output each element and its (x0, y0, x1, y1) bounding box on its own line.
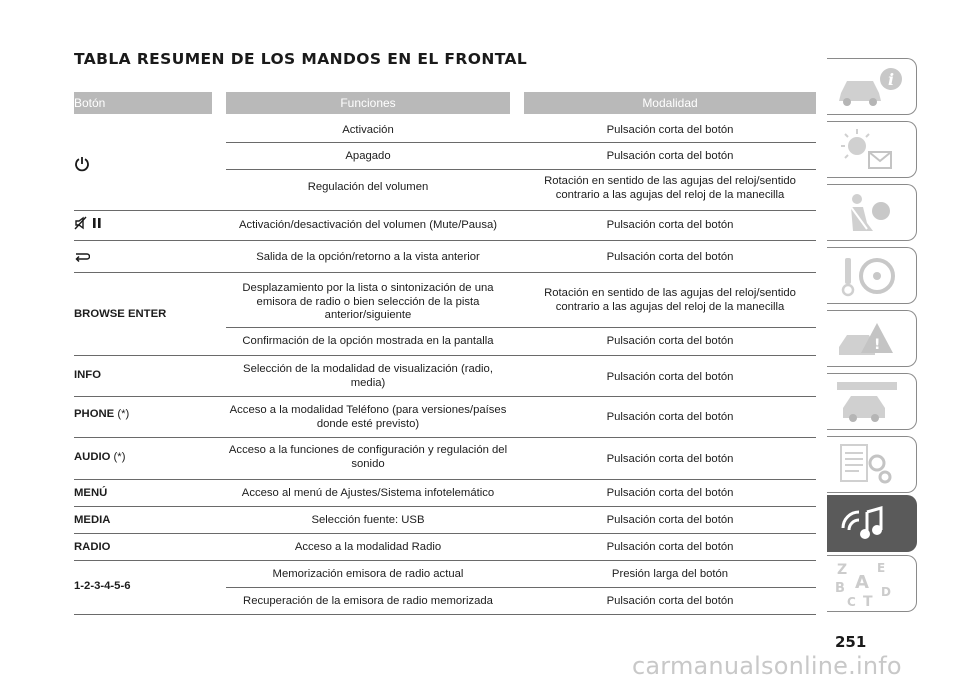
svg-text:B: B (835, 581, 845, 596)
power-on-mode: Pulsación corta del botón (606, 124, 734, 136)
tab-seat-belt-airbag[interactable] (827, 184, 917, 241)
browse-enter-label: BROWSE ENTER (74, 308, 167, 320)
mute-pause-icon (74, 216, 106, 235)
preset-recall-function: Recuperación de la emisora de radio memorizada (243, 595, 493, 607)
row-divider (74, 560, 816, 561)
row-divider (74, 533, 816, 534)
row-divider (74, 479, 816, 480)
svg-text:D: D (881, 585, 891, 599)
steering-key-icon (833, 252, 907, 300)
radio-function: Acceso a la modalidad Radio (294, 541, 442, 553)
preset-recall-mode: Pulsación corta del botón (606, 595, 734, 607)
audio-mode: Pulsación corta del botón (606, 453, 734, 465)
info-label: INFO (74, 369, 101, 381)
row-divider (74, 272, 816, 273)
radio-mode: Pulsación corta del botón (606, 541, 734, 553)
page-number: 251 (835, 633, 867, 651)
svg-text:C: C (847, 595, 856, 608)
row-divider (74, 396, 816, 397)
header-functions: Funciones (226, 92, 510, 114)
row-divider (74, 614, 816, 615)
power-icon (74, 156, 90, 177)
svg-text:i: i (888, 70, 895, 89)
row-divider (74, 506, 816, 507)
confirm-mode: Pulsación corta del botón (606, 335, 734, 347)
technical-data-icon (833, 441, 907, 489)
radio-label: RADIO (74, 541, 111, 553)
svg-text:T: T (863, 594, 873, 608)
tab-technical-data[interactable] (827, 436, 917, 493)
media-mode: Pulsación corta del botón (606, 514, 734, 526)
tab-steering-key[interactable] (827, 247, 917, 304)
power-on-function: Activación (342, 124, 394, 136)
tab-car-service[interactable] (827, 373, 917, 430)
volume-function: Regulación del volumen (307, 181, 429, 193)
phone-label: PHONE (*) (74, 408, 130, 420)
multimedia-icon (833, 500, 907, 548)
media-function: Selección fuente: USB (311, 514, 425, 526)
seat-belt-airbag-icon (833, 189, 907, 237)
row-divider (74, 240, 816, 241)
browse-mode: Rotación en sentido de las agujas del reloj/sentido contrario a las agujas del reloj de la manecilla (544, 287, 796, 313)
svg-text:A: A (855, 572, 869, 593)
watermark: carmanualsonline.info (632, 652, 902, 680)
menu-mode: Pulsación corta del botón (606, 487, 734, 499)
mute-mode: Pulsación corta del botón (606, 219, 734, 231)
tab-multimedia[interactable] (827, 495, 917, 552)
header-mode: Modalidad (524, 92, 816, 114)
preset-buttons-label: 1-2-3-4-5-6 (74, 580, 131, 592)
row-divider (74, 437, 816, 438)
car-service-icon (833, 378, 907, 426)
phone-function: Acceso a la modalidad Teléfono (para versiones/países donde esté previsto) (229, 404, 507, 430)
row-divider (226, 587, 816, 588)
menu-label: MENÚ (74, 487, 108, 499)
phone-mode: Pulsación corta del botón (606, 411, 734, 423)
page-title: TABLA RESUMEN DE LOS MANDOS EN EL FRONTAL (74, 50, 528, 68)
browse-function: Desplazamiento por la lista o sintonización de una emisora de radio o bien selección de la pista anterior/siguiente (242, 282, 494, 321)
row-divider (74, 210, 816, 211)
audio-label: AUDIO (*) (74, 451, 126, 463)
tab-car-crash-warning[interactable] (827, 310, 917, 367)
mute-function: Activación/desactivación del volumen (Mute/Pausa) (238, 219, 498, 231)
svg-text:!: ! (874, 337, 881, 353)
audio-function: Acceso a la funciones de configuración y regulación del sonido (228, 444, 508, 470)
power-off-mode: Pulsación corta del botón (606, 150, 734, 162)
preset-store-mode: Presión larga del botón (611, 568, 729, 580)
back-icon (74, 250, 90, 268)
back-mode: Pulsación corta del botón (606, 251, 734, 263)
preset-store-function: Memorización emisora de radio actual (272, 568, 464, 580)
row-divider (226, 169, 816, 170)
header-button: Botón (74, 92, 212, 114)
tab-warning-lights[interactable] (827, 121, 917, 178)
media-label: MEDIA (74, 514, 111, 526)
tab-car-info[interactable] (827, 58, 917, 115)
svg-text:E: E (877, 561, 886, 575)
car-info-icon (833, 63, 907, 111)
info-mode: Pulsación corta del botón (606, 371, 734, 383)
warning-lights-icon (833, 126, 907, 174)
info-function: Selección de la modalidad de visualización (radio, media) (243, 363, 493, 389)
index-icon (833, 560, 907, 608)
back-function: Salida de la opción/retorno a la vista anterior (256, 251, 480, 263)
menu-function: Acceso al menú de Ajustes/Sistema infotelemático (241, 487, 495, 499)
row-divider (226, 142, 816, 143)
volume-mode: Rotación en sentido de las agujas del reloj/sentido contrario a las agujas del reloj de la manecilla (544, 175, 796, 201)
svg-text:Z: Z (837, 562, 848, 578)
row-divider (74, 355, 816, 356)
car-crash-warning-icon (833, 315, 907, 363)
confirm-function: Confirmación de la opción mostrada en la pantalla (242, 335, 494, 347)
power-off-function: Apagado (345, 150, 391, 162)
row-divider (226, 327, 816, 328)
tab-index[interactable] (827, 555, 917, 612)
